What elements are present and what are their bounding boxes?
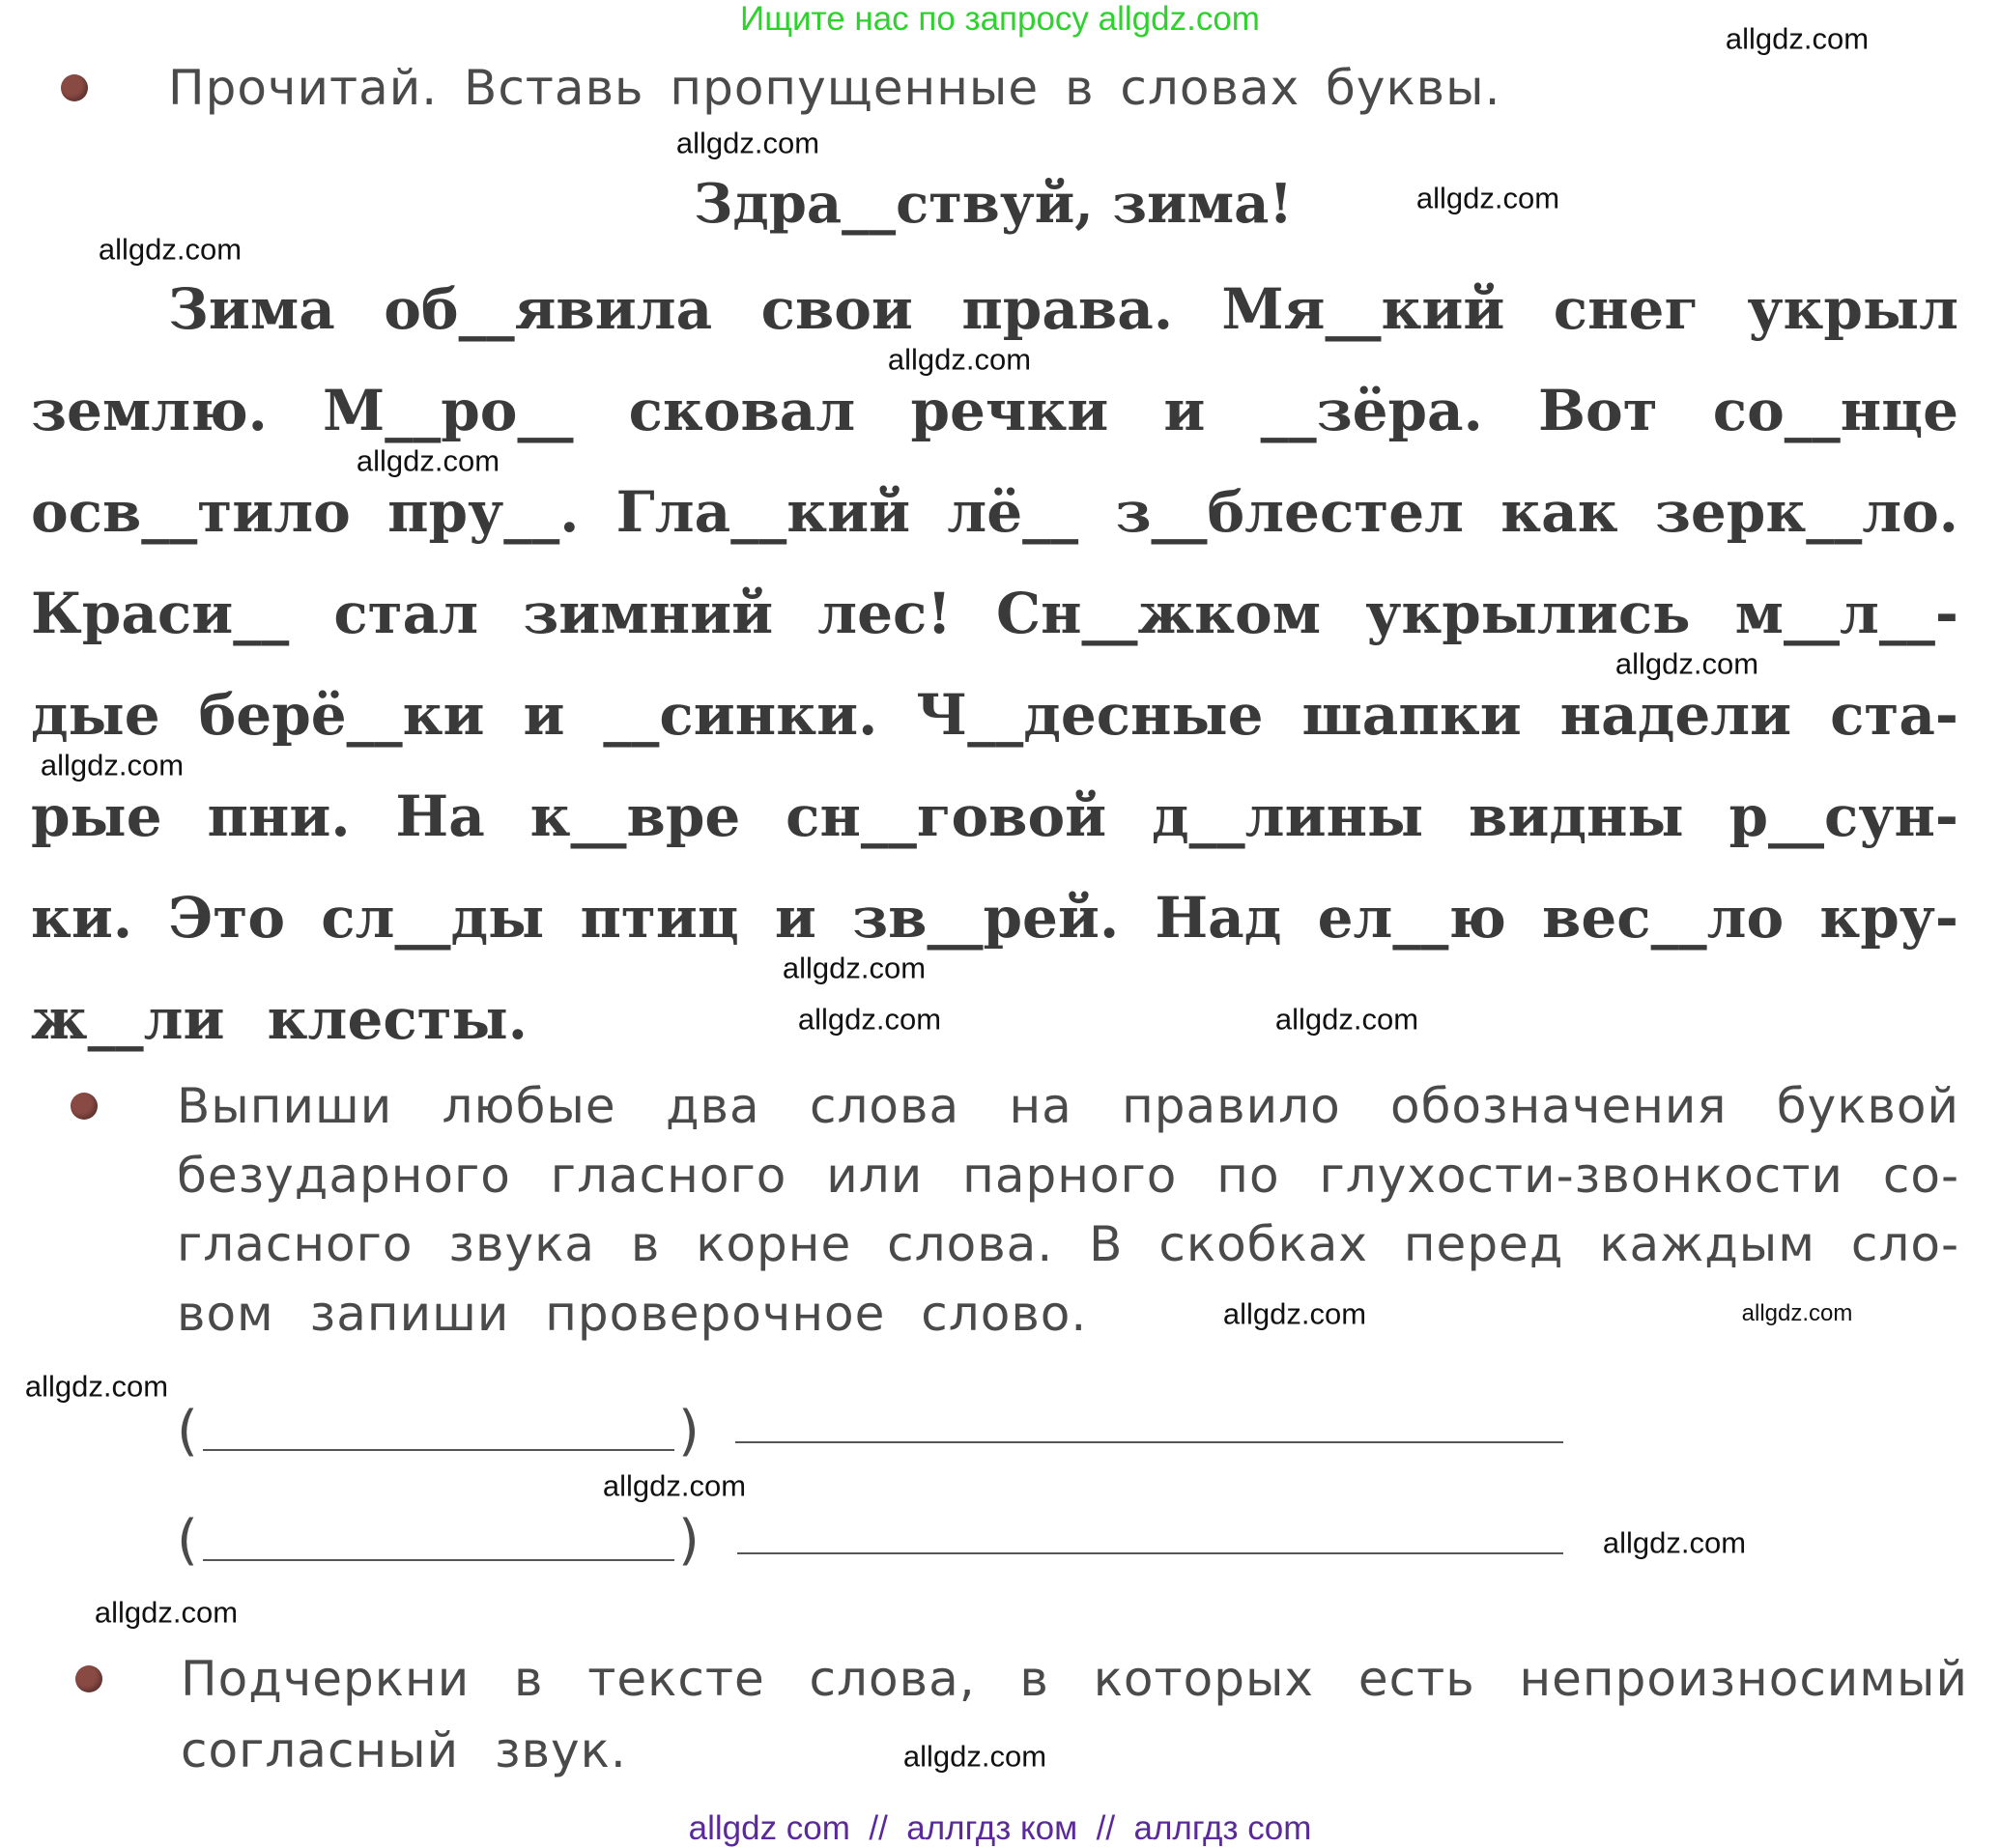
- paragraph-line: ки. Это сл__ды птиц и зв__рей. Над ел__ю вес__ло кру-: [31, 885, 1958, 951]
- footer-links[interactable]: allgdz com // аллгдз ком // аллгдз com: [688, 1809, 1312, 1847]
- paragraph-line: рые пни. На к__вре сн__говой д__лины видны р__сун-: [31, 783, 1958, 849]
- watermark: allgdz.com: [24, 1369, 169, 1404]
- watermark: allgdz.com: [782, 951, 927, 985]
- task-1-instruction: Прочитай. Вставь пропущенные в словах буквы.: [168, 60, 1501, 116]
- check-word-blank[interactable]: [203, 1449, 674, 1451]
- paragraph-line: землю. М__ро__ сковал речки и __зёра. Вот со__нце: [31, 378, 1958, 443]
- instruction-line: гласного звука в корне слова. В скобках перед каждым сло-: [177, 1216, 1959, 1272]
- bullet-icon: [71, 1093, 98, 1120]
- paragraph-line: Краси__ стал зимний лес! Сн__жком укрылись м__л__-: [31, 581, 1958, 646]
- paragraph-line: осв__тило пру__. Гла__кий лё__ з__блестел как зерк__ло.: [31, 479, 1958, 545]
- watermark: allgdz.com: [1602, 1525, 1747, 1560]
- instruction-line: безударного гласного или парного по глухости-звонкости со-: [177, 1148, 1959, 1204]
- watermark: allgdz.com: [1725, 21, 1870, 56]
- instruction-line: Выпиши любые два слова на правило обозначения буквой: [177, 1078, 1959, 1134]
- bullet-icon: [61, 74, 88, 101]
- instruction-line: вом запиши проверочное слово.: [177, 1286, 1088, 1342]
- watermark: allgdz.com: [1741, 1300, 1853, 1326]
- watermark: allgdz.com: [602, 1468, 747, 1503]
- watermark: allgdz.com: [1274, 1002, 1419, 1037]
- watermark: allgdz.com: [98, 232, 243, 267]
- watermark: allgdz.com: [1614, 646, 1759, 681]
- check-word-blank[interactable]: [203, 1559, 674, 1561]
- paragraph-line: дые берё__ки и __синки. Ч__десные шапки надели ста-: [31, 682, 1958, 748]
- instruction-line: Подчеркни в тексте слова, в которых есть непроизносимый: [181, 1651, 1968, 1707]
- word-blank[interactable]: [735, 1441, 1563, 1443]
- instruction-line: согласный звук.: [181, 1722, 627, 1778]
- open-paren: (: [177, 1509, 198, 1572]
- watermark: allgdz.com: [356, 443, 500, 478]
- watermark: allgdz.com: [1222, 1296, 1367, 1331]
- bullet-icon: [75, 1665, 102, 1692]
- word-blank[interactable]: [737, 1552, 1563, 1554]
- paragraph-line: ж__ли клесты.: [31, 986, 528, 1052]
- watermark: allgdz.com: [94, 1595, 239, 1630]
- close-paren: ): [678, 1400, 700, 1463]
- watermark: allgdz.com: [675, 126, 820, 160]
- close-paren: ): [678, 1509, 700, 1572]
- watermark: allgdz.com: [797, 1002, 942, 1037]
- watermark: allgdz.com: [902, 1739, 1047, 1774]
- paragraph-line: Зима об__явила свои права. Мя__кий снег укрыл: [168, 276, 1958, 342]
- search-banner[interactable]: Ищите нас по запросу allgdz.com: [740, 0, 1260, 38]
- watermark: allgdz.com: [40, 748, 185, 782]
- open-paren: (: [177, 1400, 198, 1463]
- watermark: allgdz.com: [1415, 181, 1560, 215]
- text-title: Здра__ствуй, зима!: [693, 172, 1294, 236]
- watermark: allgdz.com: [887, 342, 1032, 377]
